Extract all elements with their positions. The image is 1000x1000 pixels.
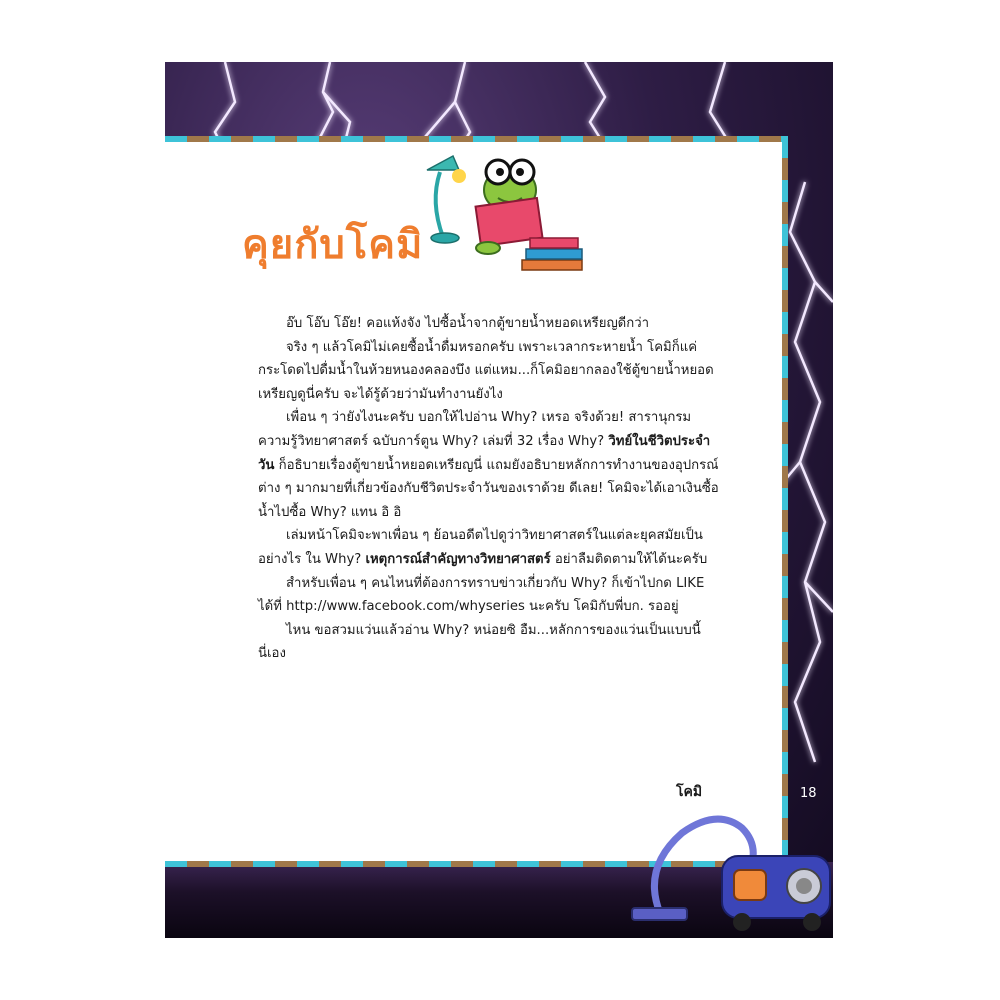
paragraph-3-part-a: เพื่อน ๆ ว่ายังไงนะครับ บอกให้ไปอ่าน Why? เหรอ จริงด้วย! สารานุกรมความรู้วิทยาศาสตร์ ฉบับการ์ตูน Why? เล่มที่ 32 เรื่อง Why?: [258, 410, 692, 449]
paragraph-3-bold-title: วิทย์ในชีวิตประจำวัน: [258, 433, 711, 473]
paragraph-4-bold-title: เหตุการณ์สำคัญทางวิทยาศาสตร์: [365, 551, 551, 567]
paragraph-4-part-a: เล่มหน้าโคมิจะพาเพื่อน ๆ ย้อนอดีตไปดูว่าวิทยาศาสตร์ในแต่ละยุคสมัยเป็นอย่างไร ใน Why?: [258, 528, 703, 567]
paragraph-3: [258, 406, 720, 524]
desk-lamp-icon: [425, 152, 475, 244]
page-title: คุยกับโคมิ: [242, 222, 424, 268]
paragraph-3-part-b: ก็อธิบายเรื่องตู้ขายน้ำหยอดเหรียญนี่ แถมยังอธิบายหลักการทำงานของอุปกรณ์ต่าง ๆ มากมายที่เกี่ยวข้องกับชีวิตประจำวันของเราด้วย ดีเลย! โคมิจะได้เอาเงินซื้อน้ำไปซื้อ Why? แทน อิ อิ: [258, 457, 719, 520]
paragraph-5: สำหรับเพื่อน ๆ คนไหนที่ต้องการทราบข่าวเกี่ยวกับ Why? ก็เข้าไปกด LIKE ได้ที่ http://www.facebook.com/whyseries นะครับ โคมิกับพี่บก. รออยู่: [258, 575, 705, 615]
vacuum-cleaner-icon: [622, 808, 834, 936]
book-stack-icon: [518, 234, 588, 274]
paragraph-4: [258, 524, 720, 571]
paragraph-6: ไหน ขอสวมแว่นแล้วอ่าน Why? หน่อยซิ อืม...หลักการของแว่นเป็นแบบนี้นี่เอง: [258, 622, 701, 662]
paragraph-2: จริง ๆ แล้วโคมิไม่เคยซื้อน้ำดื่มหรอกครับ เพราะเวลากระหายน้ำ โคมิก็แค่กระโดดไปดื่มน้ำในห้วยหนองคลองบึง แต่แหม...ก็โคมิอยากลองใช้ตู้ขายน้ำหยอดเหรียญดูนี่ครับ จะได้รู้ด้วยว่ามันทำงานยังไง: [258, 339, 714, 402]
border-stripe-right: [782, 136, 788, 867]
side-page-glyph: 18: [800, 786, 817, 801]
paragraph-1: อ๊บ โอ๊บ โอ๊ย! คอแห้งจัง ไปซื้อน้ำจากตู้ขายน้ำหยอดเหรียญดีกว่า: [286, 316, 650, 331]
body-text: [258, 312, 720, 666]
signature: โคมิ: [676, 784, 703, 800]
paragraph-4-part-b: อย่าลืมติดตามให้ได้นะครับ: [550, 551, 708, 567]
